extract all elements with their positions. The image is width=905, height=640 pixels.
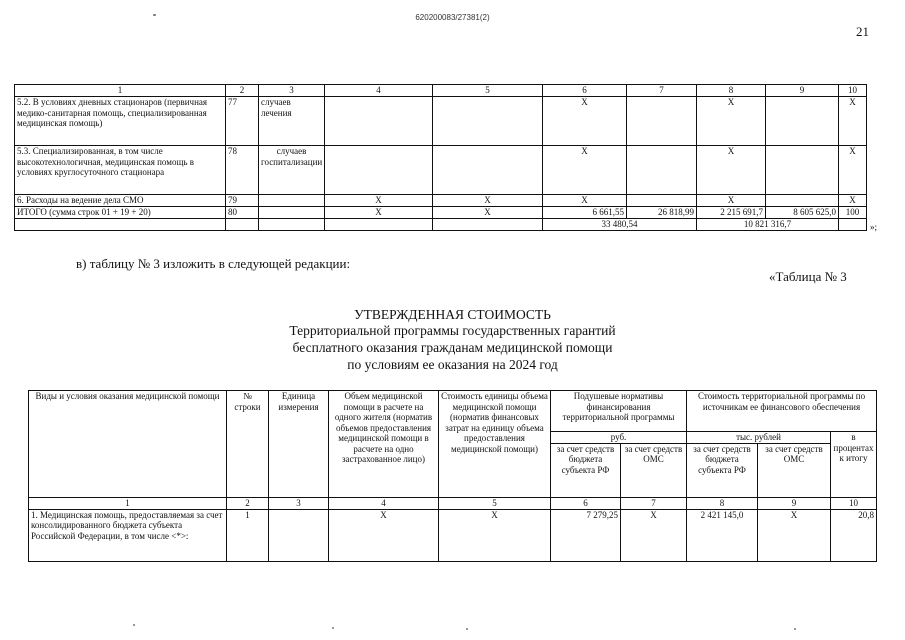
row-number: 80 xyxy=(226,207,259,219)
table-reference: «Таблица № 3 xyxy=(769,269,847,284)
document-id: 620200083/27381(2) xyxy=(415,13,490,22)
cell xyxy=(325,146,433,195)
cell: X xyxy=(621,509,687,561)
col-num: 1 xyxy=(29,497,227,509)
cell: X xyxy=(325,195,433,207)
col-num: 8 xyxy=(687,497,758,509)
cell xyxy=(766,97,839,146)
col-num: 5 xyxy=(439,497,551,509)
cell: X xyxy=(543,195,627,207)
col-num: 3 xyxy=(259,85,325,97)
header-cell: Стоимость единицы объема медицинской помощи (норматив финансовых затрат на единицу объема предоставления медицинской помощи) xyxy=(439,391,551,498)
header-cell: Единица измерения xyxy=(269,391,329,498)
sum-cell: 33 480,54 xyxy=(543,219,697,231)
cell xyxy=(433,146,543,195)
page-number: 21 xyxy=(856,24,869,39)
cell: X xyxy=(839,195,867,207)
cell: 20,8 xyxy=(831,509,877,561)
unit-cell xyxy=(269,509,329,561)
title-line-4: по условиям ее оказания на 2024 год xyxy=(347,357,558,372)
cell xyxy=(627,195,697,207)
scan-speck xyxy=(466,628,468,630)
row-label: 6. Расходы на ведение дела СМО xyxy=(15,195,226,207)
row-label: 5.2. В условиях дневных стационаров (первичная медико-санитарная помощь, специализированная медицинская помощь) xyxy=(15,97,226,146)
table-row xyxy=(15,146,867,195)
cell: X xyxy=(697,146,766,195)
cell: 2 215 691,7 xyxy=(697,207,766,219)
header-cell: Подушевые нормативы финансирования территориальной программы xyxy=(551,391,687,432)
cell xyxy=(226,219,259,231)
cell: 6 661,55 xyxy=(543,207,627,219)
header-row xyxy=(29,391,877,432)
row-label: 5.3. Специализированная, в том числе высокотехнологичная, медицинская помощь в условиях круглосуточного стационара xyxy=(15,146,226,195)
cell xyxy=(433,219,543,231)
col-num: 3 xyxy=(269,497,329,509)
sum-row xyxy=(15,219,867,231)
cell: 26 818,99 xyxy=(627,207,697,219)
header-cell: Объем медицинской помощи в расчете на одного жителя (норматив объемов предоставления медицинской помощи в расчете на одно застрахованное лицо) xyxy=(329,391,439,498)
row-number: 78 xyxy=(226,146,259,195)
col-num: 2 xyxy=(226,85,259,97)
header-cell: в процентах к итогу xyxy=(831,432,877,498)
col-num: 9 xyxy=(766,85,839,97)
sum-cell: 10 821 316,7 xyxy=(697,219,839,231)
instruction-text: в) таблицу № 3 изложить в следующей редакции: xyxy=(76,256,351,271)
cell xyxy=(627,97,697,146)
table-row xyxy=(15,97,867,146)
header-cell: № строки xyxy=(227,391,269,498)
row-label: 1. Медицинская помощь, предоставляемая за счет консолидированного бюджета субъекта Российской Федерации, в том числе <*>: xyxy=(29,509,227,561)
cell: X xyxy=(697,195,766,207)
row-label: ИТОГО (сумма строк 01 + 19 + 20) xyxy=(15,207,226,219)
header-cell: за счет средств бюджета субъекта РФ xyxy=(551,443,621,497)
cell: X xyxy=(433,207,543,219)
column-number-row xyxy=(15,85,867,97)
scan-speck xyxy=(153,14,156,16)
header-cell: за счет средств ОМС xyxy=(621,443,687,497)
col-num: 5 xyxy=(433,85,543,97)
unit-cell xyxy=(259,195,325,207)
row-number: 77 xyxy=(226,97,259,146)
col-num: 7 xyxy=(627,85,697,97)
col-num: 10 xyxy=(839,85,867,97)
cell: X xyxy=(839,146,867,195)
unit-cell: случаев лечения xyxy=(259,97,325,146)
cell xyxy=(766,146,839,195)
continuation-table xyxy=(14,84,867,231)
table-row xyxy=(15,195,867,207)
col-num: 1 xyxy=(15,85,226,97)
cell: X xyxy=(329,509,439,561)
cell: X xyxy=(543,146,627,195)
title-line-1: УТВЕРЖДЕННАЯ СТОИМОСТЬ xyxy=(354,307,551,322)
col-num: 6 xyxy=(551,497,621,509)
col-num: 7 xyxy=(621,497,687,509)
cell: X xyxy=(325,207,433,219)
trailing-mark: »; xyxy=(870,222,878,232)
table-3 xyxy=(28,390,877,562)
cell: X xyxy=(433,195,543,207)
scan-speck xyxy=(794,628,796,630)
header-cell: руб. xyxy=(551,432,687,444)
cell: X xyxy=(839,97,867,146)
title-line-2: Территориальной программы государственных гарантий xyxy=(289,323,616,338)
header-cell: за счет средств бюджета субъекта РФ xyxy=(687,443,758,497)
cell: 8 605 625,0 xyxy=(766,207,839,219)
cell: 100 xyxy=(839,207,867,219)
cell xyxy=(259,219,325,231)
scan-speck xyxy=(133,624,135,626)
cell xyxy=(15,219,226,231)
cell xyxy=(433,97,543,146)
cell: X xyxy=(543,97,627,146)
cell xyxy=(325,219,433,231)
unit-cell: случаев госпитализации xyxy=(259,146,325,195)
col-num: 4 xyxy=(329,497,439,509)
cell xyxy=(766,195,839,207)
title-line-3: бесплатного оказания гражданам медицинской помощи xyxy=(292,340,613,355)
cell: X xyxy=(439,509,551,561)
col-num: 4 xyxy=(325,85,433,97)
col-num: 8 xyxy=(697,85,766,97)
header-cell: Виды и условия оказания медицинской помощи xyxy=(29,391,227,498)
col-num: 9 xyxy=(758,497,831,509)
header-cell: тыс. рублей xyxy=(687,432,831,444)
row-number: 1 xyxy=(227,509,269,561)
cell: X xyxy=(697,97,766,146)
cell xyxy=(627,146,697,195)
unit-cell xyxy=(259,207,325,219)
total-row xyxy=(15,207,867,219)
cell xyxy=(839,219,867,231)
col-num: 2 xyxy=(227,497,269,509)
scan-speck xyxy=(332,627,334,629)
header-cell: за счет средств ОМС xyxy=(758,443,831,497)
col-num: 10 xyxy=(831,497,877,509)
cell: 7 279,25 xyxy=(551,509,621,561)
col-num: 6 xyxy=(543,85,627,97)
cell: 2 421 145,0 xyxy=(687,509,758,561)
cell xyxy=(325,97,433,146)
cell: X xyxy=(758,509,831,561)
table-row xyxy=(29,509,877,561)
column-number-row xyxy=(29,497,877,509)
header-cell: Стоимость территориальной программы по источникам ее финансового обеспечения xyxy=(687,391,877,432)
row-number: 79 xyxy=(226,195,259,207)
